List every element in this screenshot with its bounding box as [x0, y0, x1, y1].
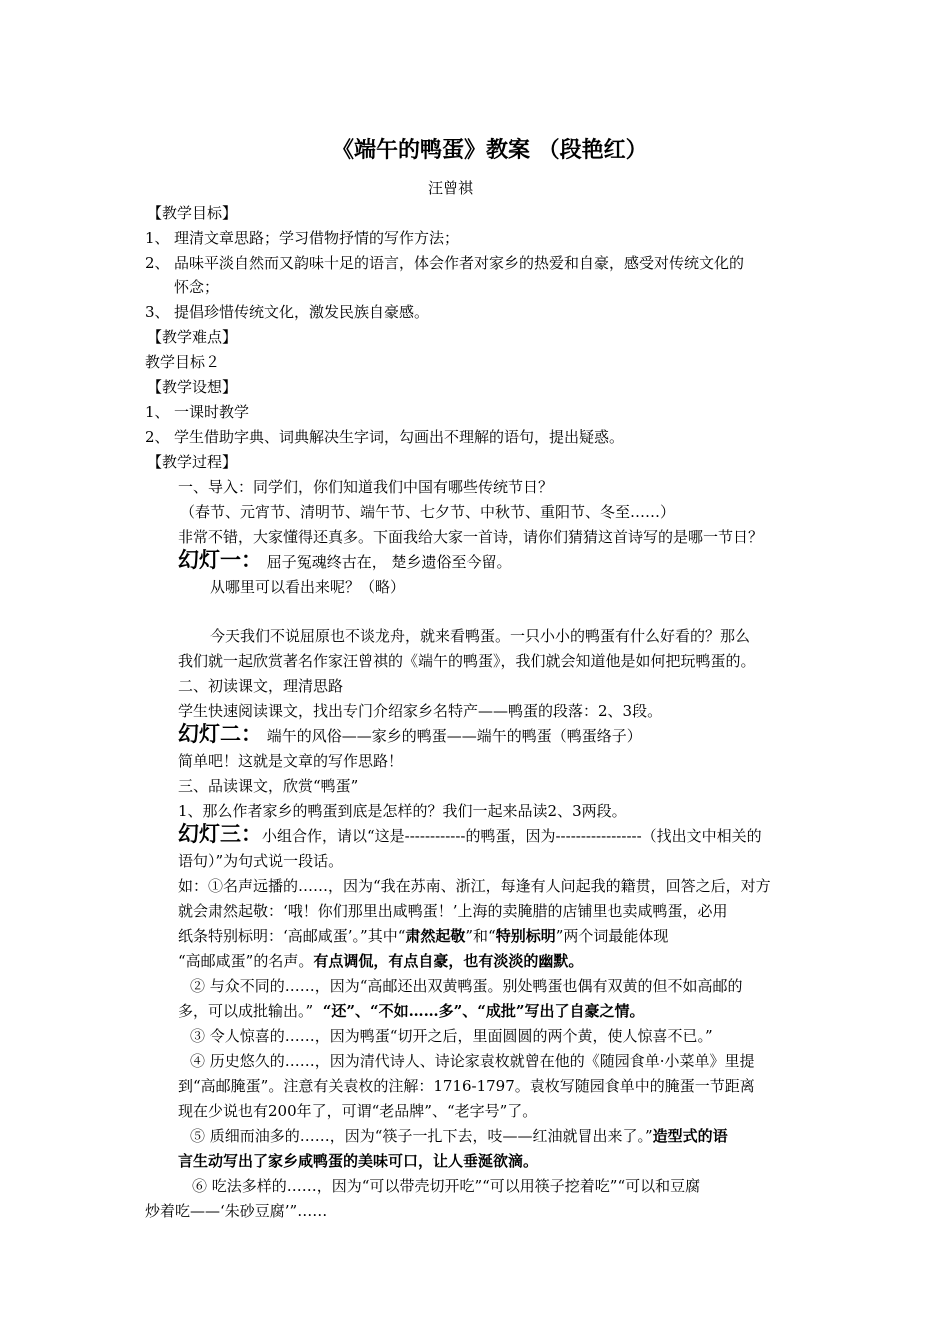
slide-1	[178, 550, 512, 572]
slide-3-text-line-1: 小组合作，请以“这是------------的鸭蛋，因为-----------------（找出文中相关的	[262, 827, 762, 845]
festival-list: （春节、元宵节、清明节、端午节、七夕节、中秋节、重阳节、冬至……）	[180, 503, 676, 521]
slide-2-label: 幻灯二：	[178, 722, 262, 746]
example-1-comment: 有点调侃，有点自豪，也有淡淡的幽默。	[313, 952, 584, 970]
plan-heading: 【教学设想】	[147, 378, 238, 396]
lead-paragraph-line-2: 我们就一起欣赏著名作家汪曾祺的《端午的鸭蛋》，我们就会知道他是如何把玩鸭蛋的。	[178, 652, 756, 670]
section-3-heading: 三、品读课文，欣赏“鸭蛋”	[178, 777, 359, 795]
slide-1-label: 幻灯一：	[178, 548, 262, 572]
example-4-line-1: ④ 历史悠久的……，因为清代诗人、诗论家袁枚就曾在他的《随园食单·小菜单》里提	[190, 1052, 755, 1070]
example-5-comment-a: 造型式的语	[652, 1127, 728, 1145]
goal-1: 理清文章思路；学习借物抒情的写作方法；	[174, 229, 460, 247]
plan-2-number: 2、	[145, 428, 170, 446]
document-title: 《端午的鸭蛋》教案 （段艳红）	[332, 137, 648, 163]
example-1-text-a: 纸条特别标明：‘高邮咸蛋’。”其中“	[178, 927, 406, 945]
slide-2-note: 简单吧！这就是文章的写作思路！	[178, 752, 404, 770]
difficulty-text: 教学目标２	[145, 353, 221, 371]
example-1-line-1: 如：①名声远播的……，因为“我在苏南、浙江，每逢有人问起我的籍贯，回答之后，对方	[178, 877, 771, 895]
plan-2: 学生借助字典、词典解决生字词，勾画出不理解的语句，提出疑惑。	[174, 428, 625, 446]
poem-question: 非常不错，大家懂得还真多。下面我给大家一首诗，请你们猜猜这首诗写的是哪一节日？	[178, 528, 764, 546]
example-1-line-2: 就会肃然起敬：‘哦！你们那里出咸鸭蛋！’上海的卖腌腊的店铺里也卖咸鸭蛋，必用	[178, 902, 728, 920]
example-4-line-3: 现在少说也有200年了，可谓“老品牌”、“老字号”了。	[178, 1102, 538, 1120]
plan-1-number: 1、	[145, 403, 170, 421]
difficulty-heading: 【教学难点】	[147, 328, 238, 346]
intro-question: 一、导入：同学们，你们知道我们中国有哪些传统节日？	[178, 478, 554, 496]
example-3: ③ 令人惊喜的……，因为鸭蛋“切开之后，里面圆圆的两个黄，使人惊喜不已。”	[190, 1027, 713, 1045]
example-1-keyword-1: 肃然起敬	[405, 927, 466, 945]
example-5-text: ⑤ 质细而油多的……，因为“筷子一扎下去，吱——红油就冒出来了。”	[190, 1127, 653, 1145]
example-1-line-3	[178, 926, 668, 946]
example-1-keyword-2: 特别标明	[495, 927, 556, 945]
slide-2-text: 端午的风俗——家乡的鸭蛋——端午的鸭蛋（鸭蛋络子）	[266, 727, 642, 745]
slide-3-label: 幻灯三：	[178, 822, 262, 846]
example-2-line-1: ② 与众不同的……，因为“高邮还出双黄鸭蛋。别处鸭蛋也偶有双黄的但不如高邮的	[190, 977, 743, 995]
example-1-line-4	[178, 951, 583, 971]
section-3-question: 1、那么作者家乡的鸭蛋到底是怎样的？我们一起来品读2、3两段。	[178, 802, 627, 820]
example-2-line-2	[178, 1001, 645, 1021]
section-2-heading: 二、初读课文，理清思路	[178, 677, 344, 695]
slide-3-text-line-2: 语句）”为句式说一段话。	[178, 852, 344, 870]
slide-1-question: 从哪里可以看出来呢？（略）	[210, 578, 406, 596]
example-5-line-1	[190, 1126, 728, 1146]
example-1-text-b: ”和“	[465, 927, 496, 945]
goal-2-number: 2、	[145, 254, 170, 272]
section-2-text: 学生快速阅读课文，找出专门介绍家乡名特产——鸭蛋的段落：2、3段。	[178, 702, 663, 720]
author: 汪曾祺	[428, 179, 474, 197]
example-6-line-2: 炒着吃——‘朱砂豆腐’”……	[145, 1202, 328, 1220]
example-5-comment-b: 言生动写出了家乡咸鸭蛋的美味可口，让人垂涎欲滴。	[178, 1152, 539, 1170]
example-1-text-c: ”两个词最能体现	[555, 927, 669, 945]
goal-3: 提倡珍惜传统文化，激发民族自豪感。	[174, 303, 430, 321]
lead-paragraph-line-1: 今天我们不说屈原也不谈龙舟，就来看鸭蛋。一只小小的鸭蛋有什么好看的？那么	[210, 627, 751, 645]
example-5-line-2	[178, 1151, 538, 1171]
goal-2-line-2: 怀念；	[174, 278, 220, 296]
example-1-text-d: “高邮咸蛋”的名声。	[178, 952, 314, 970]
example-2-text: 多，可以成批输出。”	[178, 1002, 314, 1020]
slide-3	[178, 824, 762, 846]
example-6-line-1: ⑥ 吃法多样的……，因为“可以带壳切开吃”“可以用筷子挖着吃”“可以和豆腐	[192, 1177, 701, 1195]
goals-heading: 【教学目标】	[147, 204, 238, 222]
slide-1-poem: 屈子冤魂终古在， 楚乡遗俗至今留。	[266, 553, 512, 571]
plan-1: 一课时教学	[174, 403, 250, 421]
goal-3-number: 3、	[145, 303, 170, 321]
slide-2	[178, 724, 642, 746]
example-2-comment: “还”、“不如……多”、“成批”写出了自豪之情。	[322, 1002, 645, 1020]
goal-2-line-1: 品味平淡自然而又韵味十足的语言，体会作者对家乡的热爱和自豪，感受对传统文化的	[174, 254, 745, 272]
goal-1-number: 1、	[145, 229, 170, 247]
process-heading: 【教学过程】	[147, 453, 238, 471]
example-4-line-2: 到“高邮腌蛋”。注意有关袁枚的注解：1716-1797。袁枚写随园食单中的腌蛋一节距离	[178, 1077, 755, 1095]
